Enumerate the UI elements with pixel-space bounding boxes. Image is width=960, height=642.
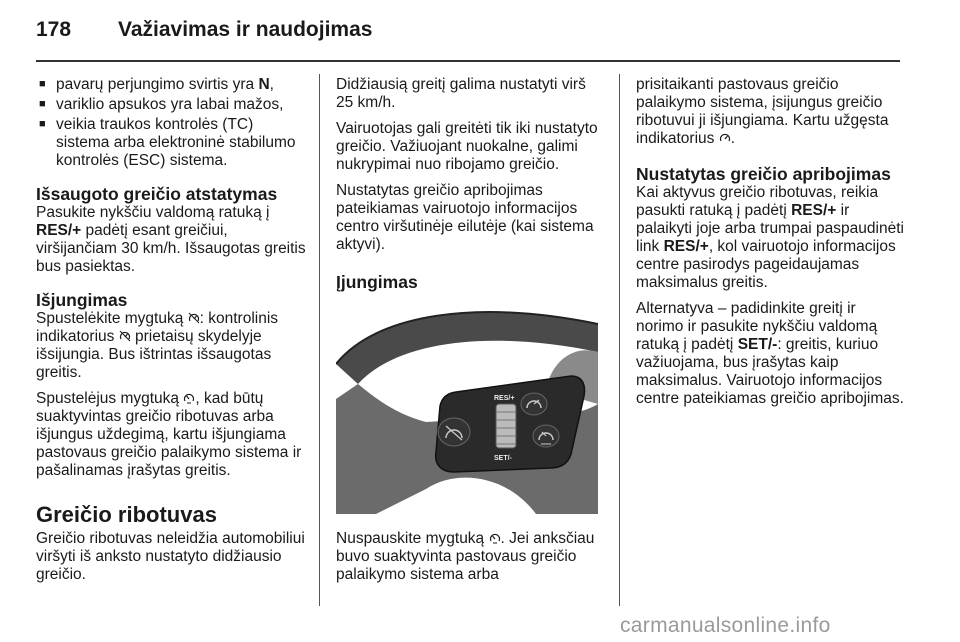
heading-set-limit: Nustatytas greičio apribojimas bbox=[636, 164, 891, 184]
header-rule bbox=[36, 60, 900, 62]
paragraph: Nuspauskite mygtuką . Jei anksčiau buvo suaktyvinta pastovaus greičio palaikymo sistema arba bbox=[336, 530, 595, 583]
speed-limiter-icon bbox=[183, 392, 195, 404]
conditions-list bbox=[36, 76, 306, 170]
paragraph: prisitaikanti pastovaus greičio palaikymo sistema, įsijungus greičio ribotuvui ji išjungiama. Kartu užgęsta indikatorius . bbox=[636, 76, 889, 147]
page-title: Važiavimas ir naudojimas bbox=[118, 18, 373, 41]
steering-wheel-illustration bbox=[336, 304, 598, 514]
set-label: SET/- bbox=[494, 455, 512, 462]
paragraph: Spustelėkite mygtuką : kontrolinis indikatorius prietaisų skydelyje išsijungia. Bus ištrintas išsaugotas greitis. bbox=[36, 310, 279, 381]
heading-on: Įjungimas bbox=[336, 272, 418, 292]
cruise-off-icon bbox=[119, 330, 131, 342]
paragraph: Greičio ribotuvas neleidžia automobiliui viršyti iš anksto nustatyto didžiausio greičio. bbox=[36, 530, 305, 583]
heading-off: Išjungimas bbox=[36, 290, 128, 310]
res-label: RES/+ bbox=[494, 395, 515, 402]
paragraph: Pasukite nykščiu valdomą ratuką į RES/+ padėtį esant greičiui, viršijančiam 30 km/h. Išsaugotas greitis bus pasiektas. bbox=[36, 204, 306, 275]
paragraph: Spustelėjus mygtuką , kad būtų suaktyvintas greičio ribotuvas arba išjungus uždegimą, kartu išjungiama pastovaus greičio palaikymo sistema ir pašalinamas įrašytas greitis. bbox=[36, 390, 302, 479]
list-item: ■ variklio apsukos yra labai mažos, bbox=[36, 96, 306, 114]
list-item: ■ pavarų perjungimo svirtis yra N, bbox=[36, 76, 306, 94]
column-divider-2 bbox=[619, 74, 620, 606]
page-number: 178 bbox=[36, 18, 72, 41]
cruise-control-icon bbox=[719, 132, 731, 144]
column-1 bbox=[36, 76, 306, 592]
paragraph: Didžiausią greitį galima nustatyti virš 25 km/h. bbox=[336, 76, 586, 111]
paragraph: Vairuotojas gali greitėti tik iki nustatyto greičio. Važiuojant nuokalne, galimi nukrypimai nuo ribojamo greičio. bbox=[336, 120, 598, 173]
paragraph: Nustatytas greičio apribojimas pateikiamas vairuotojo informacijos centro viršutinėje eilutėje (kai sistema aktyvi). bbox=[336, 182, 594, 253]
column-2 bbox=[336, 76, 606, 592]
column-divider-1 bbox=[319, 74, 320, 606]
column-3 bbox=[636, 76, 906, 416]
paragraph: Alternatyva – padidinkite greitį ir norimo ir pasukite nykščiu valdomą ratuką į padėtį SET/-: greitis, kuriuo važiuojama, bus įrašytas kaip maksimalus. Vairuotojo informacijos centre pateikiamas greičio apribojimas. bbox=[636, 300, 904, 407]
heading-resume: Išsaugoto greičio atstatymas bbox=[36, 184, 278, 204]
speed-limiter-icon bbox=[489, 532, 501, 544]
watermark: carmanualsonline.info bbox=[620, 614, 831, 637]
heading-speed-limiter: Greičio ribotuvas bbox=[36, 502, 217, 527]
cruise-off-icon bbox=[188, 312, 200, 324]
paragraph: Kai aktyvus greičio ribotuvas, reikia pasukti ratuką į padėtį RES/+ ir palaikyti joje arba trumpai paspaudinėti link RES/+, kol vairuotojo informacijos centre pasirodys pageidaujamas maksimalus greitis. bbox=[636, 184, 904, 291]
list-item: ■ veikia traukos kontrolės (TC) sistema arba elektroninė stabilumo kontrolės (ESC) sistema. bbox=[36, 116, 306, 170]
